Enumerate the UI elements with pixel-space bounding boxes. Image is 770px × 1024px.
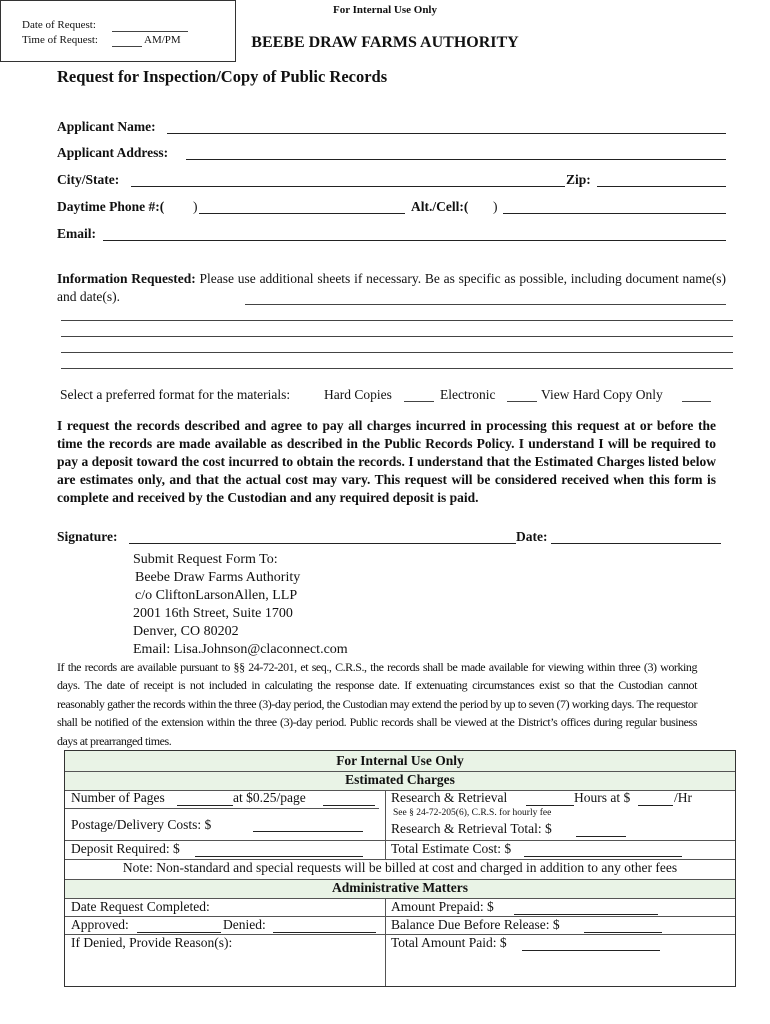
format-electronic: Electronic — [440, 387, 496, 402]
submit-line-1: Submit Request Form To: — [133, 552, 278, 567]
information-requested — [57, 270, 726, 306]
research-total-label: Research & Retrieval Total: $ — [391, 821, 552, 836]
non-standard-note: Note: Non-standard and special requests will be billed at cost and charged in addition to any other fees — [122, 860, 678, 875]
email-label: Email: — [57, 226, 96, 241]
signature-date-label: Date: — [516, 529, 548, 544]
research-hours-label: Hours at $ — [574, 790, 631, 805]
postage-delivery-field[interactable] — [253, 831, 363, 832]
date-of-request-field[interactable] — [112, 31, 188, 32]
deposit-required-field[interactable] — [195, 856, 363, 857]
form-title: Request for Inspection/Copy of Public Records — [57, 67, 388, 86]
amount-prepaid-label: Amount Prepaid: $ — [391, 899, 494, 914]
time-of-request-label: Time of Request: — [22, 34, 98, 46]
submit-line-3: c/o CliftonLarsonAllen, LLP — [135, 588, 298, 603]
info-line-3[interactable] — [61, 336, 733, 337]
applicant-name-field[interactable] — [167, 133, 726, 134]
format-prompt: Select a preferred format for the materials: — [60, 387, 291, 402]
format-view-hard-copy: View Hard Copy Only — [541, 387, 663, 402]
time-of-request-field[interactable] — [112, 46, 142, 47]
research-total-field[interactable] — [576, 836, 626, 837]
submit-email: Email: Lisa.Johnson@claconnect.com — [133, 642, 348, 657]
total-amount-paid-label: Total Amount Paid: $ — [391, 935, 507, 950]
signature-label: Signature: — [57, 529, 118, 544]
total-estimate-label: Total Estimate Cost: $ — [391, 841, 512, 856]
info-line-4[interactable] — [61, 352, 733, 353]
internal-use-title: For Internal Use Only — [333, 4, 437, 16]
denied-field[interactable] — [273, 932, 376, 933]
applicant-address-field[interactable] — [186, 159, 726, 160]
information-requested-heading: Information Requested: — [57, 271, 196, 286]
date-request-completed-label: Date Request Completed: — [71, 899, 210, 914]
agreement-paragraph: I request the records described and agree to pay all charges incurred in processing this request at or before the time the records are made available as described in the Public Records Policy. I understand I will be required to pay a deposit toward the cost incurred to obtain the records. I understand that the Estimated Charges listed below are estimates only, and that the actual cost may vary. This request will be considered received when this form is complete and received by the Custodian and any required deposit is paid. — [57, 418, 716, 505]
hourly-fee-note: See § 24-72-205(6), C.R.S. for hourly fee — [393, 808, 552, 818]
submit-line-5: Denver, CO 80202 — [133, 624, 239, 639]
daytime-phone-paren: ) — [193, 199, 198, 214]
total-amount-paid-field[interactable] — [522, 950, 660, 951]
city-state-label: City/State: — [57, 172, 120, 187]
date-of-request-label: Date of Request: — [22, 19, 96, 31]
estimated-charges-title: Estimated Charges — [345, 772, 455, 787]
alt-cell-field[interactable] — [503, 213, 726, 214]
applicant-name-label: Applicant Name: — [57, 119, 156, 134]
amount-prepaid-field[interactable] — [514, 914, 658, 915]
total-estimate-field[interactable] — [524, 856, 682, 857]
zip-field[interactable] — [597, 186, 726, 187]
format-hard-copies: Hard Copies — [324, 387, 392, 402]
per-hour-label: /Hr — [674, 790, 692, 805]
pages-cost-field[interactable] — [323, 805, 375, 806]
approved-field[interactable] — [137, 932, 221, 933]
applicant-address-label: Applicant Address: — [57, 145, 169, 160]
daytime-phone-label: Daytime Phone #:( — [57, 199, 165, 214]
number-of-pages-field[interactable] — [177, 805, 233, 806]
administrative-matters-title: Administrative Matters — [331, 880, 469, 895]
alt-cell-paren: ) — [493, 199, 498, 214]
hard-copies-field[interactable] — [404, 401, 434, 402]
approved-label: Approved: — [71, 917, 129, 932]
number-of-pages-label: Number of Pages — [71, 790, 165, 805]
electronic-field[interactable] — [507, 401, 537, 402]
balance-due-label: Balance Due Before Release: $ — [391, 917, 560, 932]
research-retrieval-label: Research & Retrieval — [391, 790, 508, 805]
submit-block — [133, 551, 348, 659]
signature-field[interactable] — [129, 543, 516, 544]
daytime-phone-field[interactable] — [199, 213, 405, 214]
per-page-rate: at $0.25/page — [233, 790, 306, 805]
view-hard-copy-field[interactable] — [682, 401, 711, 402]
research-hours-field[interactable] — [526, 805, 574, 806]
am-pm-label: AM/PM — [144, 34, 181, 46]
signature-date-field[interactable] — [551, 543, 721, 544]
if-denied-reason-label: If Denied, Provide Reason(s): — [71, 935, 233, 950]
info-line-1[interactable] — [245, 304, 726, 305]
org-title: BEEBE DRAW FARMS AUTHORITY — [251, 34, 519, 51]
balance-due-field[interactable] — [584, 932, 662, 933]
postage-delivery-label: Postage/Delivery Costs: $ — [71, 817, 212, 832]
hourly-rate-field[interactable] — [638, 805, 673, 806]
email-field[interactable] — [103, 240, 726, 241]
info-line-2[interactable] — [61, 320, 733, 321]
notice-paragraph: If the records are available pursuant to §§ 24-72-201, et seq., C.R.S., the records shall be made available for viewing within three (3) working days. The date of receipt is not included in calculating the response date. If extenuating circumstances exist so that the Custodian cannot reasonably gather the records within the three (3)-day period, the Custodian may extend the period by up to seven (7) working days. The requestor shall be notified of the extension within the three (3)-day period. Public records shall be viewed at the District’s offices during regular business days at prearranged times. — [57, 660, 697, 748]
denied-label: Denied: — [223, 917, 266, 932]
zip-label: Zip: — [566, 172, 591, 187]
deposit-required-label: Deposit Required: $ — [71, 841, 180, 856]
city-state-field[interactable] — [131, 186, 565, 187]
info-line-5[interactable] — [61, 368, 733, 369]
alt-cell-label: Alt./Cell:( — [411, 199, 469, 214]
information-requested-text: Please use additional sheets if necessary. Be as specific as possible, including document name(s) and date(s). — [57, 271, 727, 304]
submit-line-4: 2001 16th Street, Suite 1700 — [133, 606, 293, 621]
internal-fees-table — [64, 750, 736, 987]
fees-title: For Internal Use Only — [336, 753, 464, 768]
submit-line-2: Beebe Draw Farms Authority — [135, 570, 301, 585]
